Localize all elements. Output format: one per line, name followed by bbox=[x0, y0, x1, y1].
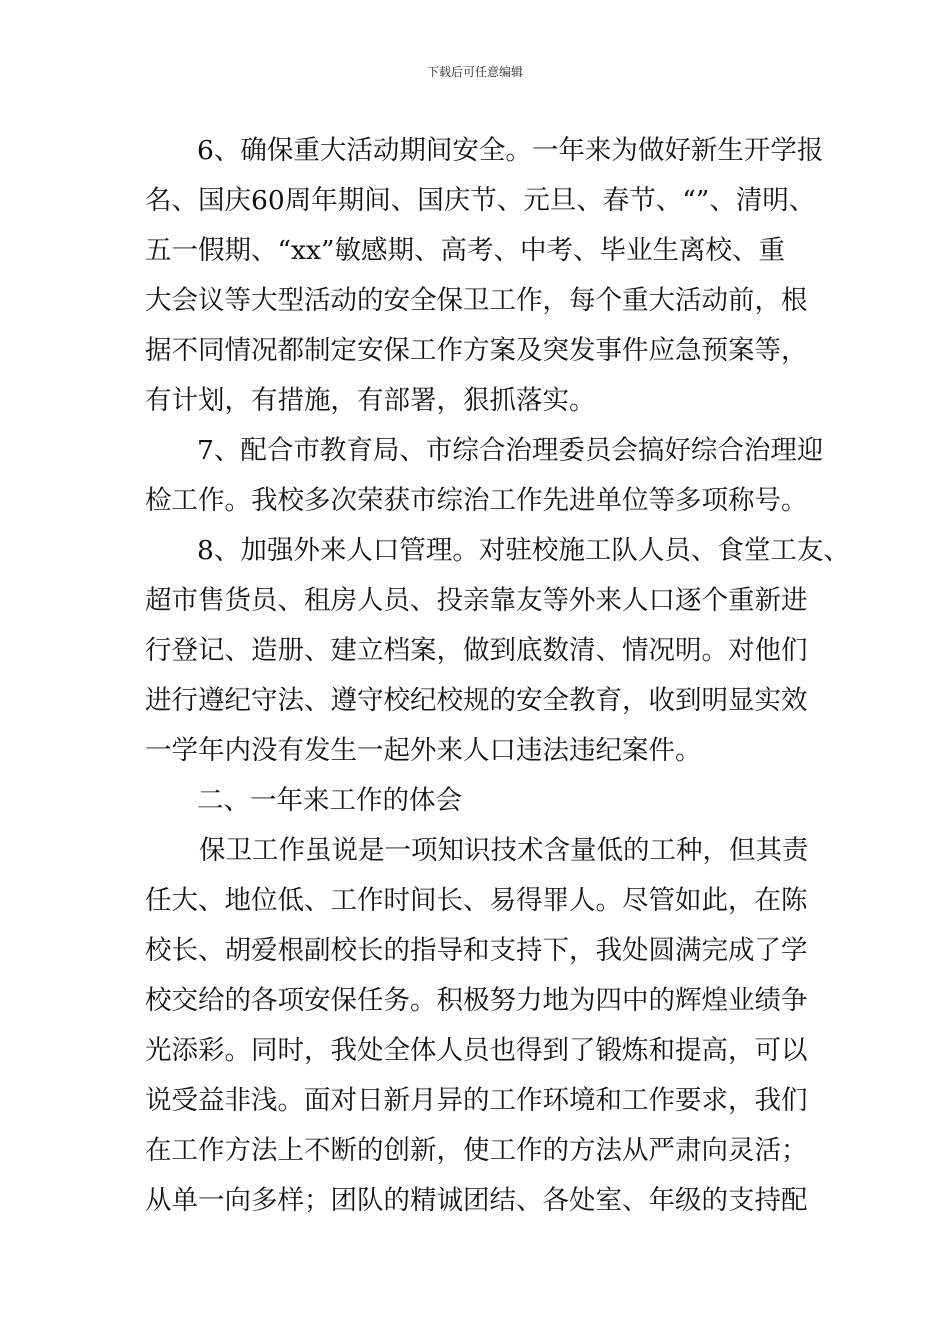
paragraph-8-line-4: 进行遵纪守法、遵守校纪校规的安全教育，收到明显实效 bbox=[145, 685, 808, 716]
section-heading: 二、一年来工作的体会 bbox=[197, 785, 462, 816]
document-body bbox=[145, 126, 850, 1226]
paragraph-7-line-1: 7、配合市教育局、市综合治理委员会搞好综合治理迎 bbox=[197, 435, 824, 466]
paragraph-8-line-3: 行登记、造册、建立档案，做到底数清、情况明。对他们 bbox=[145, 635, 808, 666]
paragraph-8-line-1: 8、加强外来人口管理。对驻校施工队人员、食堂工友、 bbox=[197, 535, 850, 566]
reflection-line-8: 从单一向多样；团队的精诚团结、各处室、年级的支持配 bbox=[145, 1185, 808, 1216]
reflection-line-7: 在工作方法上不断的创新，使工作的方法从严肃向灵活； bbox=[145, 1135, 808, 1166]
paragraph-7-line-2: 检工作。我校多次荣获市综治工作先进单位等多项称号。 bbox=[145, 485, 808, 516]
paragraph-6-line-4: 大会议等大型活动的安全保卫工作，每个重大活动前，根 bbox=[145, 285, 808, 316]
paragraph-8-line-5: 一学年内没有发生一起外来人口违法违纪案件。 bbox=[145, 735, 702, 766]
paragraph-6-line-2: 名、国庆60周年期间、国庆节、元旦、春节、“”、清明、 bbox=[145, 185, 816, 216]
reflection-line-4: 校交给的各项安保任务。积极努力地为四中的辉煌业绩争 bbox=[145, 985, 808, 1016]
reflection-line-5: 光添彩。同时，我处全体人员也得到了锻炼和提高，可以 bbox=[145, 1035, 808, 1066]
reflection-line-2: 任大、地位低、工作时间长、易得罪人。尽管如此，在陈 bbox=[145, 885, 808, 916]
reflection-line-1: 保卫工作虽说是一项知识技术含量低的工种，但其责 bbox=[199, 835, 809, 866]
paragraph-6-line-6: 有计划，有措施，有部署，狠抓落实。 bbox=[145, 385, 596, 416]
reflection-line-6: 说受益非浅。面对日新月异的工作环境和工作要求，我们 bbox=[145, 1085, 808, 1116]
paragraph-6-line-1: 6、确保重大活动期间安全。一年来为做好新生开学报 bbox=[197, 135, 824, 166]
reflection-line-3: 校长、胡爱根副校长的指导和支持下，我处圆满完成了学 bbox=[145, 935, 808, 966]
page-header: 下载后可任意编辑 bbox=[426, 65, 523, 79]
paragraph-6-line-3: 五一假期、“xx”敏感期、高考、中考、毕业生离校、重 bbox=[145, 235, 785, 266]
paragraph-8-line-2: 超市售货员、租房人员、投亲靠友等外来人口逐个重新进 bbox=[145, 585, 808, 616]
paragraph-6-line-5: 据不同情况都制定安保工作方案及突发事件应急预案等， bbox=[145, 335, 808, 366]
